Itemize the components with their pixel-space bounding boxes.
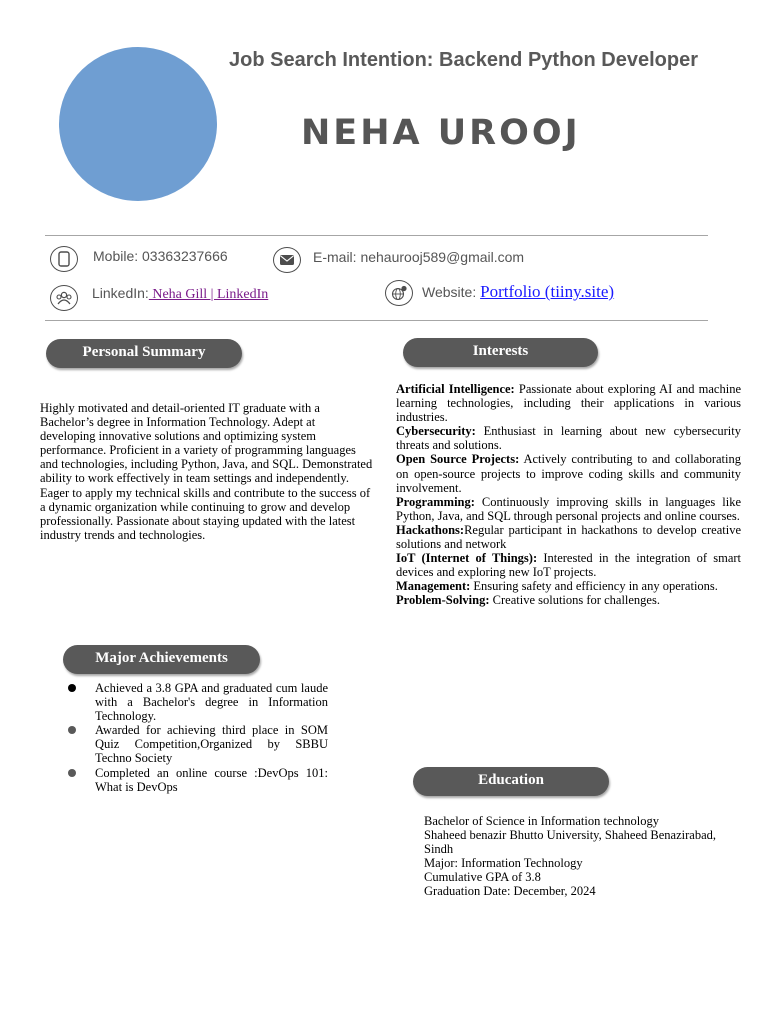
education-university: Shaheed benazir Bhutto University, Shaheed Benazirabad, Sindh (424, 828, 716, 857)
divider-bottom (45, 320, 708, 321)
email-address: E-mail: nehaurooj589@gmail.com (313, 249, 525, 265)
interest-item: Management: Ensuring safety and efficiency in any operations. (396, 579, 718, 594)
globe-icon (385, 280, 413, 306)
interest-item: Hackathons:Regular participant in hackathons to develop creative solutions and network (396, 522, 741, 552)
bullet-icon (68, 769, 76, 777)
education-details (424, 814, 716, 899)
interests-list (396, 382, 741, 608)
education-degree: Bachelor of Science in Information technology (424, 814, 659, 828)
divider-top (45, 235, 708, 236)
section-major-achievements: Major Achievements (63, 645, 260, 674)
mail-icon (273, 247, 301, 273)
section-personal-summary: Personal Summary (46, 339, 242, 368)
interest-item: Open Source Projects: Actively contributing to and collaborating on open-source projects to improve coding skills and community involvement. (396, 452, 741, 495)
website (422, 282, 614, 302)
bullet-icon (68, 726, 76, 734)
avatar (59, 47, 217, 201)
website-label: Website: (422, 284, 477, 300)
list-item: Awarded for achieving third place in SOM Quiz Competition,Organized by SBBU Techno Society (66, 723, 328, 765)
website-link[interactable]: Portfolio (tiiny.site) (480, 282, 615, 301)
personal-summary-text: Highly motivated and detail-oriented IT graduate with a Bachelor’s degree in Information Technology. Adept at developing innovative solutions and optimizing system performance. Proficient in a variety of programming languages and technologies, including Python, Java, and SQL. Demonstrated ability to work effectively in team settings and independently. Eager to apply my technical skills and contribute to the success of a dynamic organization while continuing to grow and develop professionally. Passionate about staying updated with the latest industry trends and technologies. (40, 401, 373, 542)
achievements-list (66, 681, 328, 794)
people-icon (50, 285, 78, 311)
interest-item: Artificial Intelligence: Passionate about exploring AI and machine learning technologies, including their applications in various industries. (396, 382, 742, 425)
section-interests: Interests (403, 338, 598, 367)
linkedin-link[interactable]: Neha Gill | LinkedIn (148, 287, 269, 302)
education-graduation: Graduation Date: December, 2024 (424, 884, 596, 899)
job-search-intention: Job Search Intention: Backend Python Developer (229, 49, 698, 71)
bullet-icon (68, 684, 76, 692)
list-item: Achieved a 3.8 GPA and graduated cum laude with a Bachelor's degree in Information Technology. (66, 681, 328, 723)
interest-item: IoT (Internet of Things): Interested in the integration of smart devices and exploring new IoT projects. (396, 551, 741, 580)
phone-icon (50, 246, 78, 272)
list-item: Completed an online course :DevOps 101: What is DevOps (66, 766, 328, 794)
linkedin-label: LinkedIn: (92, 285, 149, 301)
section-education: Education (413, 767, 609, 796)
candidate-name: NEHA UROOJ (301, 113, 581, 153)
linkedin (92, 285, 268, 303)
education-gpa: Cumulative GPA of 3.8 (424, 870, 541, 885)
interest-item: Problem-Solving: Creative solutions for challenges. (396, 593, 660, 608)
interest-item: Programming: Continuously improving skills in languages like Python, Java, and SQL through personal projects and online courses. (396, 494, 741, 523)
mobile-number: Mobile: 03363237666 (93, 248, 228, 264)
interest-item: Cybersecurity: Enthusiast in learning about new cybersecurity threats and solutions. (396, 424, 741, 453)
education-major: Major: Information Technology (424, 856, 583, 871)
